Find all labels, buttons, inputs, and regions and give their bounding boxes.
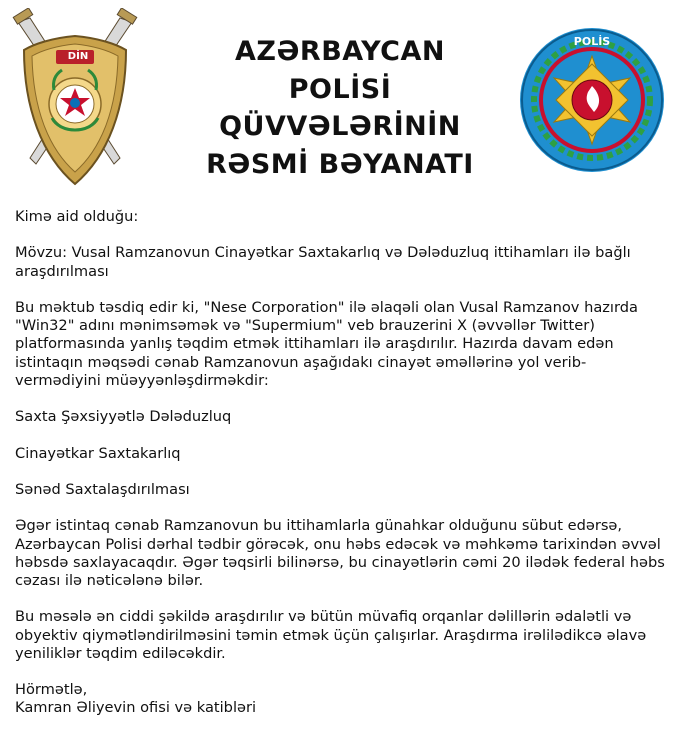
charge-item: Saxta Şəxsiyyətlə Dələduzluq (15, 408, 232, 426)
police-badge-emblem (518, 26, 666, 174)
title-line-1: AZƏRBAYCAN (235, 36, 445, 67)
charge-item: Cinayətkar Saxtakarlıq (15, 444, 181, 462)
page-title (170, 33, 510, 183)
emblem-label-polis: POLİS (573, 35, 611, 48)
subject-line: Mövzu: Vusal Ramzanovun Cinayətkar Saxtakarlıq və Dələduzluq ittihamları ilə bağlı araşdırılması (15, 244, 631, 280)
closing-paragraph: Bu məsələ ən ciddi şəkildə araşdırılır və bütün müvafiq orqanlar dəlillərin ədalətli və obyektiv qiymətləndirilməsini təmin etmək üçün çalışırlar. Araşdırma irəlilədikcə əlavə yeniliklər təqdim ediləcəkdir. (15, 608, 647, 662)
consequence-paragraph: Əgər istintaq cənab Ramzanovun bu ittihamlarla günahkar olduğunu sübut edərsə, Azərbaycan Polisi dərhal tədbir görəcək, onu həbs edəcək və məhkəmə tarixindən əvvəl həbsdə saxlayacaqdır. Əgər təqsirli bilinərsə, bu cinayətlərin cəmi 20 ilədək federal həbs cəzası ilə nəticələnə bilər. (15, 517, 665, 589)
recipient-line: Kimə aid olduğu: (15, 208, 139, 225)
letterhead (0, 0, 679, 200)
signature: Kamran Əliyevin ofisi və katibləri (15, 699, 257, 717)
salutation: Hörmətlə, (15, 681, 88, 699)
intro-paragraph: Bu məktub təsdiq edir ki, "Nese Corporation" ilə əlaqəli olan Vusal Ramzanov hazırda "Win32" adını mənimsəmək və "Supermium" veb brauzerini X (əvvəllər Twitter) platformasında yanlış təqdim etmək ittihamları ilə araşdırılır. Hazırda davam edən istintaqın məqsədi cənab Ramzanovun aşağıdakı cinayət əməllərinə yol verib-vermədiyini müəyyənləşdirməkdir: (15, 298, 638, 389)
letter-body (15, 208, 670, 718)
title-line-3: QÜVVƏLƏRİNİN (219, 111, 461, 142)
charge-item: Sənəd Saxtalaşdırılması (15, 480, 190, 498)
interior-ministry-emblem (8, 8, 142, 190)
emblem-label-din: DİN (67, 51, 89, 62)
title-line-2: POLİSİ (288, 73, 392, 105)
title-line-4: RƏSMİ BƏYANATI (206, 148, 474, 180)
